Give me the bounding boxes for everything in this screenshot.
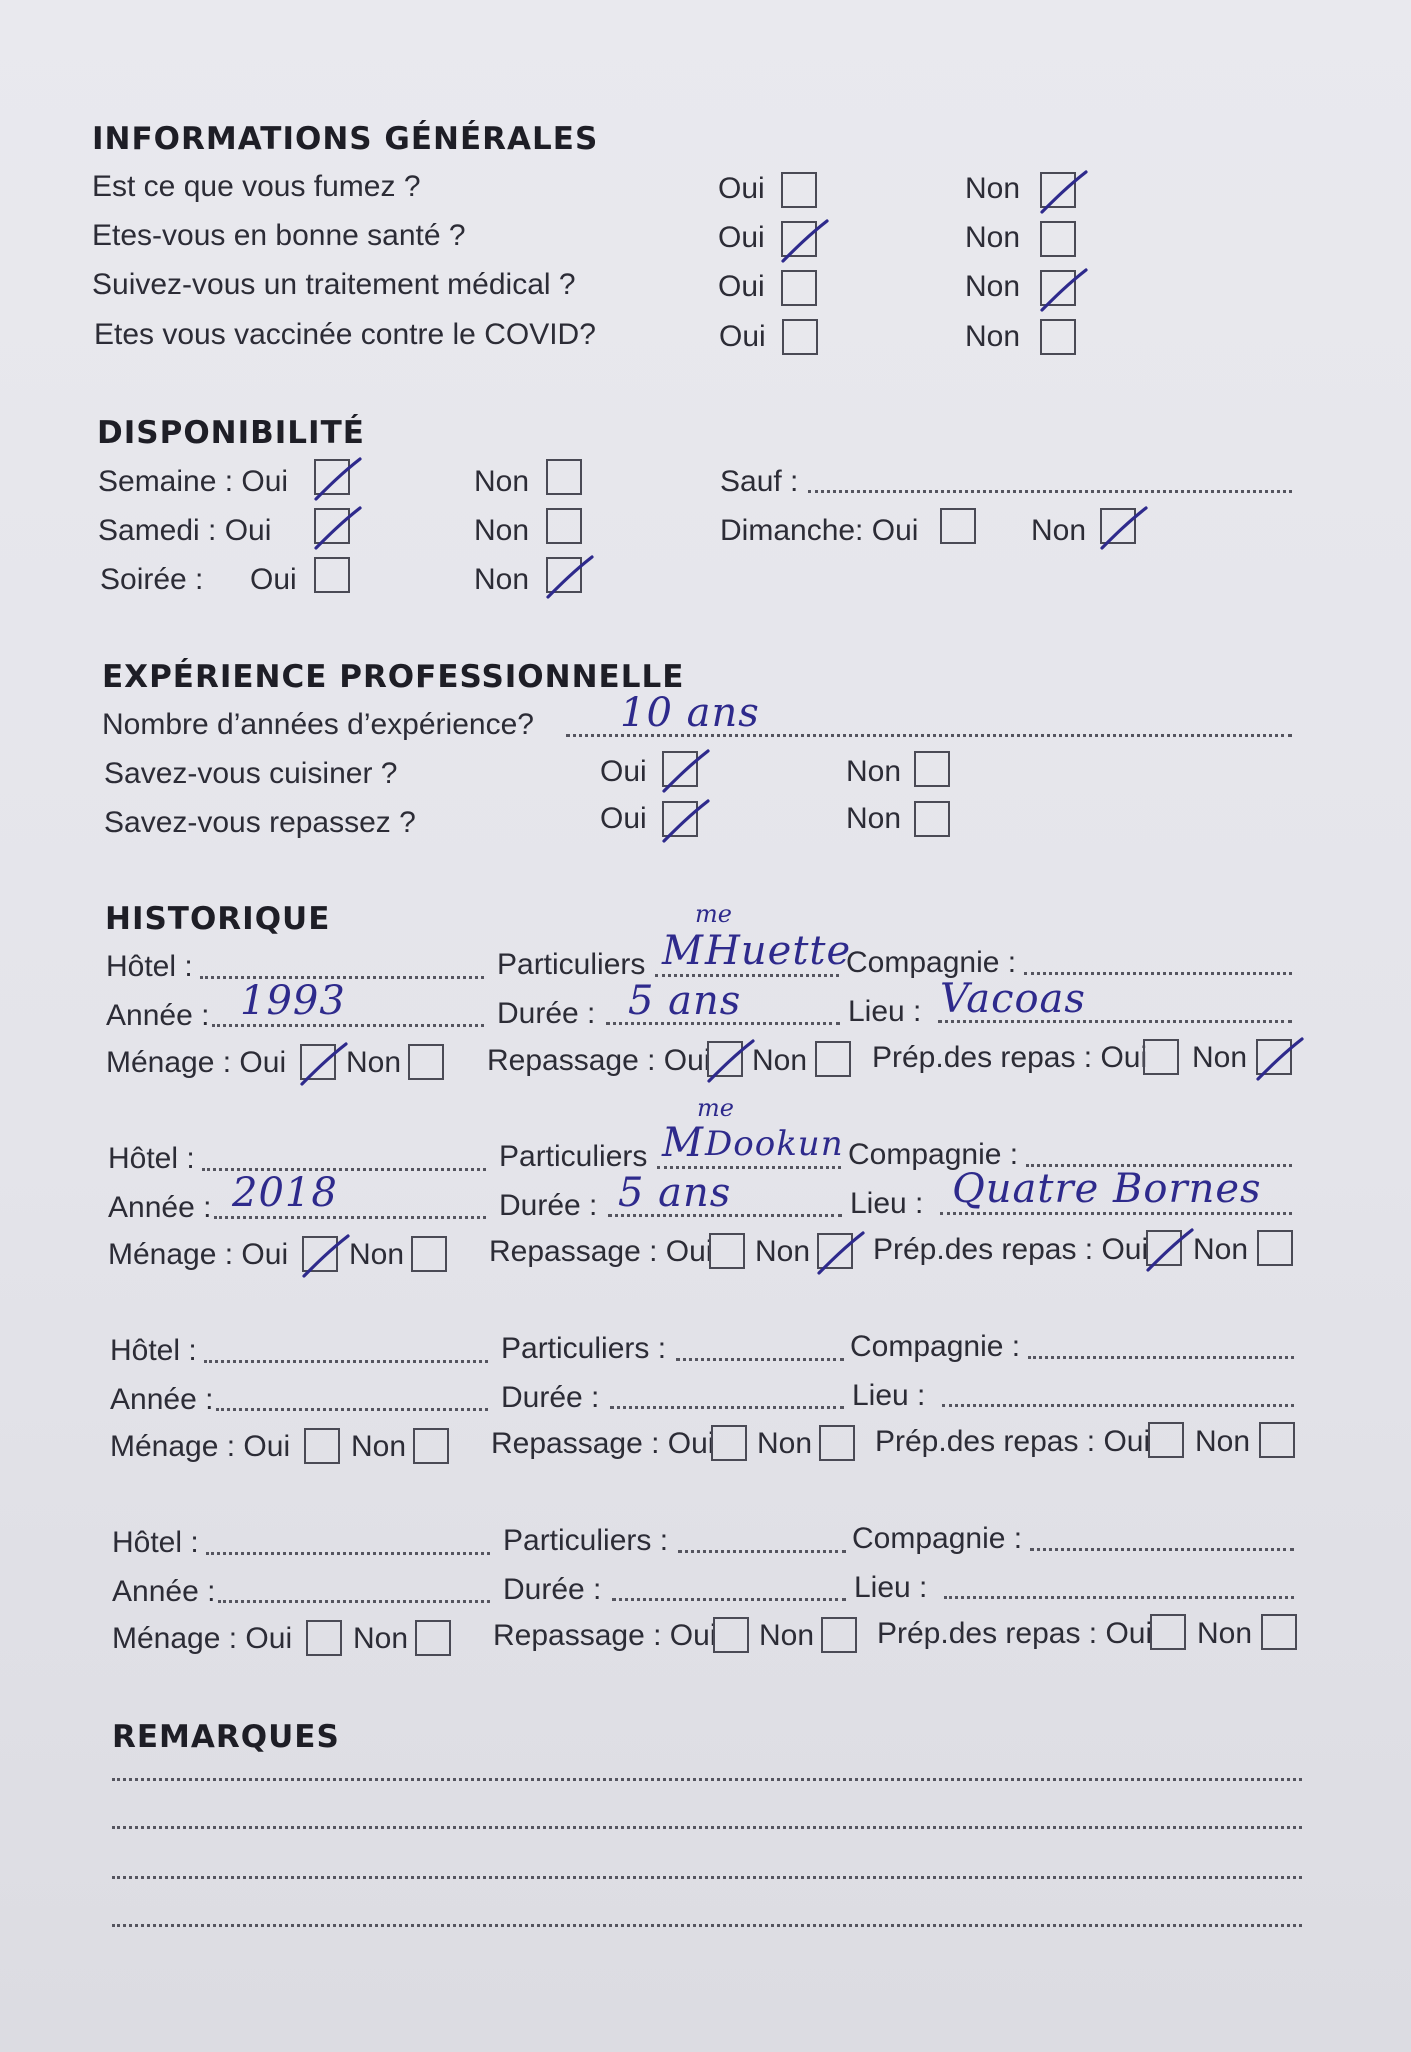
h2-year-value: 2018 [232,1170,338,1216]
h2-ironing-yes-checkbox[interactable] [709,1233,745,1269]
h4-meals-no-checkbox[interactable] [1261,1614,1297,1650]
h2-hotel-label: Hôtel : [108,1142,195,1175]
h4-year-field[interactable] [218,1600,490,1603]
h1-meals-label: Prép.des repas : Oui [872,1041,1148,1074]
years-value: 10 ans [620,690,760,736]
h1-meals-yes-checkbox[interactable] [1143,1039,1179,1075]
h2-duration-label: Durée : [499,1189,598,1222]
q-smoke-yes-checkbox[interactable] [781,172,817,208]
h2-place-label: Lieu : [850,1187,924,1220]
check-mark-icon [815,1229,867,1277]
iron-no-label: Non [846,802,902,835]
check-mark-icon [312,504,364,552]
remarks-line-1[interactable] [112,1778,1302,1781]
q-covid-no-label: Non [965,320,1021,353]
h4-ironing-label: Repassage : Oui [493,1619,717,1652]
h4-cleaning-label: Ménage : Oui [112,1622,293,1655]
h2-cleaning-label: Ménage : Oui [108,1238,289,1271]
h3-hotel-field[interactable] [204,1360,488,1363]
h4-place-label: Lieu : [854,1571,928,1604]
cook-yes-label: Oui [600,755,647,788]
h3-meals-no-checkbox[interactable] [1259,1422,1295,1458]
h2-individual-m: M [662,1120,704,1166]
h1-year-label: Année : [106,999,210,1032]
h4-cleaning-no-label: Non [353,1622,409,1655]
remarks-line-3[interactable] [112,1876,1302,1879]
h3-ironing-yes-checkbox[interactable] [711,1425,747,1461]
h3-meals-yes-checkbox[interactable] [1148,1422,1184,1458]
iron-no-checkbox[interactable] [914,801,950,837]
check-mark-icon [660,797,712,845]
evening-label: Soirée : [100,563,204,596]
h2-individuals-field[interactable] [657,1166,841,1169]
saturday-no-checkbox[interactable] [546,508,582,544]
q-health-yes-label: Oui [718,221,765,254]
h1-ironing-label: Repassage : Oui [487,1044,711,1077]
h4-cleaning-yes-checkbox[interactable] [306,1620,342,1656]
h2-cleaning-yes-checkbox[interactable] [302,1236,338,1272]
h1-duration-label: Durée : [497,997,596,1030]
remarks-line-4[interactable] [112,1924,1302,1927]
h3-place-field[interactable] [942,1404,1294,1407]
h2-meals-no-checkbox[interactable] [1257,1230,1293,1266]
h3-company-label: Compagnie : [850,1330,1021,1363]
q-smoke-no-checkbox[interactable] [1040,172,1076,208]
h1-meals-no-checkbox[interactable] [1256,1039,1292,1075]
h1-individual-m: M [662,928,704,974]
h4-individuals-label: Particuliers : [503,1524,669,1557]
sunday-no-label: Non [1031,514,1087,547]
h1-meals-no-label: Non [1192,1041,1248,1074]
q-health-no-label: Non [965,221,1021,254]
h1-individuals-label: Particuliers [497,948,646,981]
experience-title: EXPÉRIENCE PROFESSIONNELLE [102,659,685,695]
h2-place-value: Quatre Bornes [952,1166,1262,1212]
years-label: Nombre d’années d’expérience? [102,708,534,741]
q-covid-label: Etes vous vaccinée contre le COVID? [94,318,596,351]
evening-yes-checkbox[interactable] [314,557,350,593]
iron-yes-checkbox[interactable] [662,801,698,837]
h4-meals-label: Prép.des repas : Oui [877,1617,1153,1650]
h3-cleaning-label: Ménage : Oui [110,1430,291,1463]
h4-year-label: Année : [112,1575,216,1608]
h2-ironing-no-label: Non [755,1235,811,1268]
h1-cleaning-label: Ménage : Oui [106,1046,287,1079]
availability-title: DISPONIBILITÉ [97,415,365,451]
h2-meals-label: Prép.des repas : Oui [873,1233,1149,1266]
h1-cleaning-no-checkbox[interactable] [408,1044,444,1080]
h4-hotel-label: Hôtel : [112,1526,199,1559]
q-covid-no-checkbox[interactable] [1040,319,1076,355]
h1-ironing-yes-checkbox[interactable] [707,1041,743,1077]
h1-duration-value: 5 ans [628,978,742,1024]
h1-year-value: 1993 [240,978,346,1024]
h3-cleaning-no-label: Non [351,1430,407,1463]
h3-hotel-label: Hôtel : [110,1334,197,1367]
h1-individual-name: Huette [705,928,852,974]
h3-individuals-label: Particuliers : [501,1332,667,1365]
q-health-no-checkbox[interactable] [1040,221,1076,257]
h4-meals-no-label: Non [1197,1617,1253,1650]
check-mark-icon [660,747,712,795]
q-treatment-label: Suivez-vous un traitement médical ? [92,268,576,301]
check-mark-icon [1098,504,1150,552]
h2-company-label: Compagnie : [848,1138,1019,1171]
h4-meals-yes-checkbox[interactable] [1150,1614,1186,1650]
h2-ironing-no-checkbox[interactable] [817,1233,853,1269]
h3-individuals-field[interactable] [676,1358,844,1361]
check-mark-icon [312,455,364,503]
check-mark-icon [779,217,831,265]
h2-cleaning-no-label: Non [349,1238,405,1271]
h2-meals-yes-checkbox[interactable] [1146,1230,1182,1266]
h3-year-label: Année : [110,1383,214,1416]
evening-yes-label: Oui [250,563,297,596]
h2-ironing-label: Repassage : Oui [489,1235,713,1268]
h3-meals-no-label: Non [1195,1425,1251,1458]
h3-ironing-label: Repassage : Oui [491,1427,715,1460]
h4-ironing-no-checkbox[interactable] [821,1617,857,1653]
h4-duration-label: Durée : [503,1573,602,1606]
q-treatment-no-checkbox[interactable] [1040,270,1076,306]
check-mark-icon [544,553,596,601]
q-treatment-yes-label: Oui [718,270,765,303]
h4-duration-field[interactable] [612,1598,846,1601]
check-mark-icon [1038,266,1090,314]
h2-duration-value: 5 ans [618,1170,732,1216]
h2-year-field[interactable] [214,1216,486,1219]
q-smoke-label: Est ce que vous fumez ? [92,170,421,203]
h1-ironing-no-checkbox[interactable] [815,1041,851,1077]
q-smoke-yes-label: Oui [718,172,765,205]
remarks-line-2[interactable] [112,1826,1302,1829]
h3-ironing-no-label: Non [757,1427,813,1460]
h3-meals-label: Prép.des repas : Oui [875,1425,1151,1458]
q-covid-yes-label: Oui [719,320,766,353]
check-mark-icon [1254,1035,1306,1083]
h1-cleaning-no-label: Non [346,1046,402,1079]
evening-no-checkbox[interactable] [546,557,582,593]
h1-year-field[interactable] [212,1024,484,1027]
h4-ironing-yes-checkbox[interactable] [713,1617,749,1653]
iron-label: Savez-vous repassez ? [104,806,416,839]
h1-company-label: Compagnie : [846,946,1017,979]
h1-place-label: Lieu : [848,995,922,1028]
h1-hotel-label: Hôtel : [106,950,193,983]
h2-individuals-label: Particuliers [499,1140,648,1173]
saturday-no-label: Non [474,514,530,547]
week-yes-checkbox[interactable] [314,459,350,495]
h1-ironing-no-label: Non [752,1044,808,1077]
check-mark-icon [298,1040,350,1088]
cook-no-label: Non [846,755,902,788]
q-health-yes-checkbox[interactable] [781,221,817,257]
h2-year-label: Année : [108,1191,212,1224]
h4-company-field[interactable] [1030,1548,1294,1551]
h3-company-field[interactable] [1028,1356,1294,1359]
sunday-label: Dimanche: Oui [720,514,919,547]
h2-place-field[interactable] [940,1212,1292,1215]
h1-individual-sup: me [695,900,732,928]
history-title: HISTORIQUE [105,901,331,937]
h4-hotel-field[interactable] [206,1552,490,1555]
except-field[interactable] [808,490,1292,493]
sunday-yes-checkbox[interactable] [940,508,976,544]
h2-individual-sup: me [697,1094,734,1122]
saturday-yes-checkbox[interactable] [314,508,350,544]
saturday-label: Samedi : Oui [98,514,272,547]
h4-ironing-no-label: Non [759,1619,815,1652]
week-no-checkbox[interactable] [546,459,582,495]
q-treatment-yes-checkbox[interactable] [781,270,817,306]
check-mark-icon [1144,1226,1196,1274]
sunday-no-checkbox[interactable] [1100,508,1136,544]
h4-place-field[interactable] [944,1596,1294,1599]
h4-individuals-field[interactable] [678,1550,846,1553]
q-treatment-no-label: Non [965,270,1021,303]
h3-year-field[interactable] [216,1408,488,1411]
week-label: Semaine : Oui [98,465,289,498]
cook-yes-checkbox[interactable] [662,751,698,787]
general-title: INFORMATIONS GÉNÉRALES [92,121,599,157]
remarks-title: REMARQUES [112,1719,340,1755]
h4-cleaning-no-checkbox[interactable] [415,1620,451,1656]
h3-cleaning-no-checkbox[interactable] [413,1428,449,1464]
check-mark-icon [1038,168,1090,216]
h2-meals-no-label: Non [1193,1233,1249,1266]
h3-duration-label: Durée : [501,1381,600,1414]
h2-individual-name: Dookun [705,1124,844,1164]
h1-company-field[interactable] [1024,972,1292,975]
iron-yes-label: Oui [600,802,647,835]
h1-cleaning-yes-checkbox[interactable] [300,1044,336,1080]
evening-no-label: Non [474,563,530,596]
h4-company-label: Compagnie : [852,1522,1023,1555]
q-smoke-no-label: Non [965,172,1021,205]
check-mark-icon [705,1037,757,1085]
h3-ironing-no-checkbox[interactable] [819,1425,855,1461]
except-label: Sauf : [720,465,799,498]
q-health-label: Etes-vous en bonne santé ? [92,219,466,252]
week-no-label: Non [474,465,530,498]
q-covid-yes-checkbox[interactable] [782,319,818,355]
h3-cleaning-yes-checkbox[interactable] [304,1428,340,1464]
h1-individuals-field[interactable] [655,974,839,977]
h3-duration-field[interactable] [610,1406,844,1409]
cook-no-checkbox[interactable] [914,751,950,787]
h1-place-value: Vacoas [940,976,1086,1022]
check-mark-icon [300,1232,352,1280]
h2-cleaning-no-checkbox[interactable] [411,1236,447,1272]
h3-place-label: Lieu : [852,1379,926,1412]
cook-label: Savez-vous cuisiner ? [104,757,398,790]
